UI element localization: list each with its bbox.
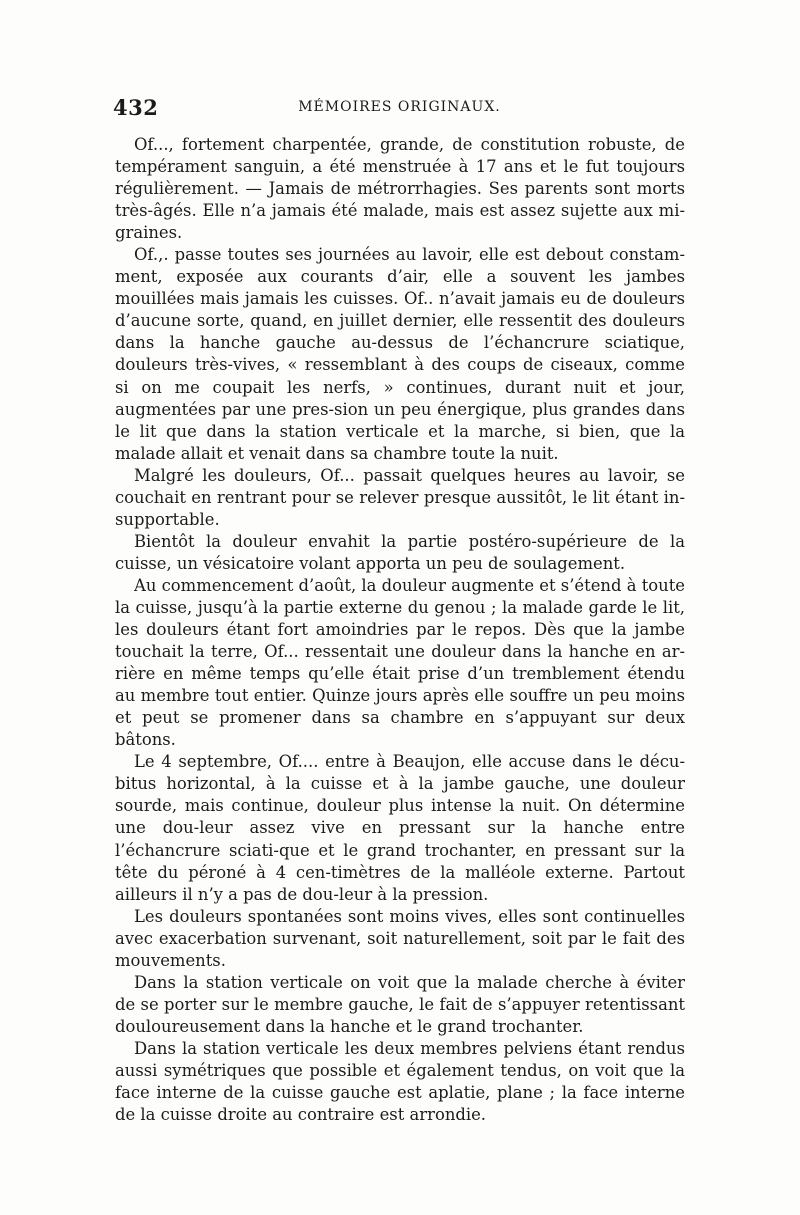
paragraph: Au commencement d’août, la douleur augmente et s’étend à toute la cuisse, jusqu’à la partie externe du genou ; la malade garde le lit, les douleurs étant fort amoindries par le repos. Dès que la jambe touchait la terre, Of... ressentait une douleur dans la hanche en ar-rière en même temps qu’elle était prise d’un tremblement étendu au membre tout entier. Quinze jours après elle souffre un peu moins et peut se promener dans sa chambre en s’appuyant sur deux bâtons. bbox=[115, 575, 685, 750]
body-text bbox=[115, 134, 685, 1126]
paragraph: Le 4 septembre, Of.... entre à Beaujon, elle accuse dans le décu-bitus horizontal, à la cuisse et à la jambe gauche, une douleur sourde, mais continue, douleur plus intense la nuit. On détermine une dou-leur assez vive en pressant sur la hanche entre l’échancrure sciati-que et le grand trochanter, en pressant sur la tête du péroné à 4 cen-timètres de la malléole externe. Partout ailleurs il n’y a pas de dou-leur à la pression. bbox=[115, 752, 685, 904]
paragraph: Malgré les douleurs, Of... passait quelques heures au lavoir, se couchait en rentrant pour se relever presque aussitôt, le lit étant in-supportable. bbox=[115, 465, 685, 529]
paragraph: Dans la station verticale les deux membres pelviens étant rendus aussi symétriques que possible et également tendus, on voit que la face interne de la cuisse gauche est aplatie, plane ; la face interne de la cuisse droite au contraire est arrondie. bbox=[115, 1038, 685, 1125]
page-number: 432 bbox=[113, 95, 159, 120]
running-head: MÉMOIRES ORIGINAUX. bbox=[298, 99, 501, 115]
paragraph: Of..., fortement charpentée, grande, de constitution robuste, de tempérament sanguin, a été menstruée à 17 ans et le fut toujours régulièrement. — Jamais de métrorrhagies. Ses parents sont morts très-âgés. Elle n’a jamais été malade, mais est assez sujette aux mi-graines. bbox=[115, 135, 685, 243]
page-header bbox=[113, 95, 686, 125]
paragraph: Bientôt la douleur envahit la partie postéro-supérieure de la cuisse, un vésicatoire volant apporta un peu de soulagement. bbox=[115, 531, 685, 573]
paragraph: Les douleurs spontanées sont moins vives, elles sont continuelles avec exacerbation survenant, soit naturellement, soit par le fait des mouvements. bbox=[115, 906, 685, 970]
paragraph: Of.,. passe toutes ses journées au lavoir, elle est debout constam-ment, exposée aux courants d’air, elle a souvent les jambes mouillées mais jamais les cuisses. Of.. n’avait jamais eu de douleurs d’aucune sorte, quand, en juillet dernier, elle ressentit des douleurs dans la hanche gauche au-dessus de l’échancrure sciatique, douleurs très-vives, « ressemblant à des coups de ciseaux, comme si on me coupait les nerfs, » continues, durant nuit et jour, augmentées par une pres-sion un peu énergique, plus grandes dans le lit que dans la station verticale et la marche, si bien, que la malade allait et venait dans sa chambre toute la nuit. bbox=[115, 245, 685, 463]
paragraph: Dans la station verticale on voit que la malade cherche à éviter de se porter sur le membre gauche, le fait de s’appuyer retentissant douloureusement dans la hanche et le grand trochanter. bbox=[115, 972, 685, 1036]
